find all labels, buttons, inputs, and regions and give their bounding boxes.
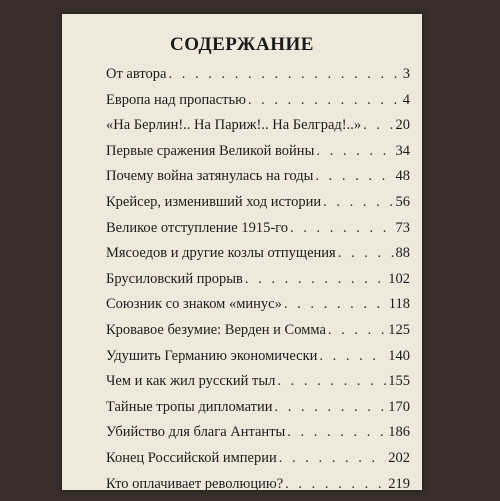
toc-entry-title: Убийство для блага Антанты: [106, 424, 285, 441]
toc-entry-title: Кровавое безумие: Верден и Сомма: [106, 322, 326, 339]
toc-entry-page-number: 118: [389, 296, 410, 313]
toc-entry: [106, 399, 410, 425]
toc-entry-title: Удушить Германию экономически: [106, 348, 317, 365]
toc-entry: [106, 66, 410, 92]
dot-leader: [319, 348, 386, 365]
toc-entry-title: Мясоедов и другие козлы отпущения: [106, 245, 336, 262]
dot-leader: [279, 450, 386, 467]
dot-leader: [287, 424, 386, 441]
dot-leader: [323, 194, 393, 211]
dot-leader: [363, 117, 393, 134]
table-of-contents: [106, 66, 410, 501]
toc-entry: [106, 245, 410, 271]
toc-entry: [106, 168, 410, 194]
dot-leader: [285, 476, 386, 493]
dot-leader: [245, 271, 386, 288]
dot-leader: [328, 322, 386, 339]
book-page: [62, 14, 422, 490]
toc-entry: [106, 476, 410, 501]
toc-entry-page-number: 140: [388, 348, 410, 365]
toc-entry-page-number: 125: [388, 322, 410, 339]
dot-leader: [277, 373, 386, 390]
toc-entry: [106, 322, 410, 348]
dot-leader: [290, 220, 394, 237]
toc-entry: [106, 117, 410, 143]
toc-entry: [106, 220, 410, 246]
toc-entry: [106, 348, 410, 374]
toc-entry: [106, 296, 410, 322]
toc-entry: [106, 424, 410, 450]
toc-entry-page-number: 4: [403, 92, 410, 109]
page-title: СОДЕРЖАНИЕ: [62, 34, 422, 56]
toc-entry: [106, 373, 410, 399]
toc-entry-page-number: 186: [388, 424, 410, 441]
toc-entry-title: Чем и как жил русский тыл: [106, 373, 275, 390]
toc-entry-title: Почему война затянулась на годы: [106, 168, 313, 185]
dot-leader: [168, 66, 400, 83]
toc-entry: [106, 450, 410, 476]
toc-entry-page-number: 73: [396, 220, 411, 237]
toc-entry-page-number: 56: [396, 194, 411, 211]
toc-entry-title: Кто оплачивает революцию?: [106, 476, 283, 493]
toc-entry: [106, 194, 410, 220]
toc-entry-page-number: 3: [403, 66, 410, 83]
toc-entry-title: Тайные тропы дипломатии: [106, 399, 273, 416]
toc-entry-title: Европа над пропастью: [106, 92, 246, 109]
toc-entry-title: Конец Российской империи: [106, 450, 277, 467]
toc-entry-page-number: 155: [388, 373, 410, 390]
toc-entry-page-number: 102: [388, 271, 410, 288]
toc-entry-title: От автора: [106, 66, 166, 83]
toc-entry: [106, 143, 410, 169]
dot-leader: [284, 296, 387, 313]
toc-entry-page-number: 20: [396, 117, 411, 134]
dot-leader: [316, 143, 393, 160]
toc-entry: [106, 92, 410, 118]
toc-entry-title: Первые сражения Великой войны: [106, 143, 314, 160]
toc-entry-title: Союзник со знаком «минус»: [106, 296, 282, 313]
toc-entry-title: Великое отступление 1915-го: [106, 220, 288, 237]
dot-leader: [338, 245, 394, 262]
dot-leader: [248, 92, 401, 109]
toc-entry-page-number: 170: [388, 399, 410, 416]
dot-leader: [315, 168, 393, 185]
toc-entry-page-number: 219: [388, 476, 410, 493]
toc-entry-title: Крейсер, изменивший ход истории: [106, 194, 321, 211]
toc-entry-page-number: 88: [396, 245, 411, 262]
toc-entry: [106, 271, 410, 297]
toc-entry-page-number: 34: [396, 143, 411, 160]
toc-entry-title: «На Берлин!.. На Париж!.. На Белград!..»: [106, 117, 361, 134]
dot-leader: [275, 399, 387, 416]
toc-entry-page-number: 202: [388, 450, 410, 467]
toc-entry-title: Брусиловский прорыв: [106, 271, 243, 288]
toc-entry-page-number: 48: [396, 168, 411, 185]
